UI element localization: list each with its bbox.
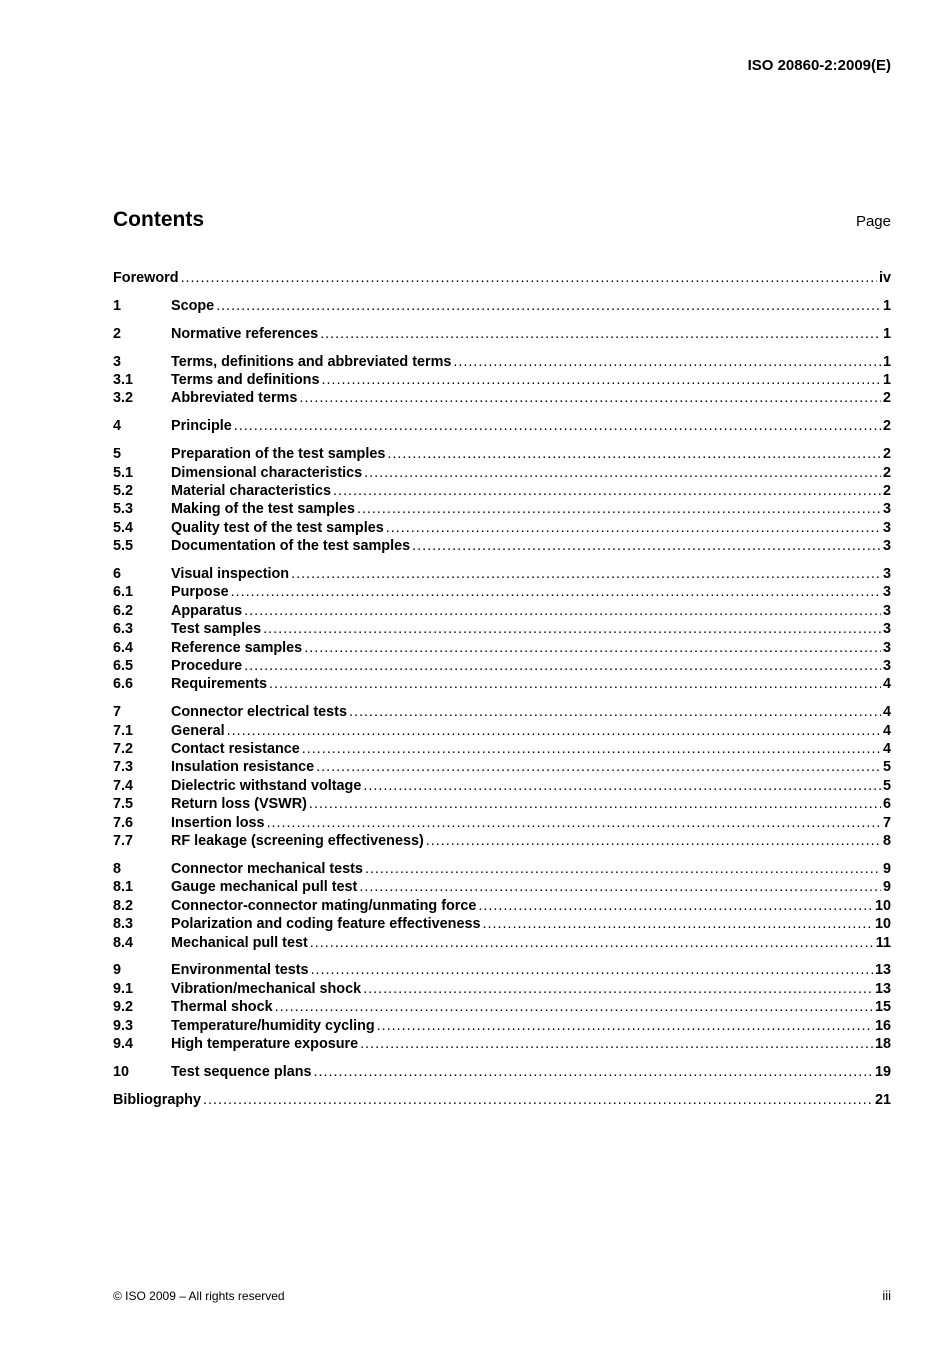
toc-entry[interactable]	[113, 372, 891, 390]
toc-entry-page: 1	[882, 325, 891, 342]
toc-entry-number: 3	[113, 353, 122, 370]
toc-dot-leader	[377, 1018, 873, 1034]
toc-entry-title: Thermal shock	[171, 999, 273, 1016]
toc-group	[113, 566, 891, 695]
toc-entry[interactable]	[113, 418, 891, 436]
toc-entry-number: 8	[113, 860, 122, 877]
toc-dot-leader	[363, 981, 873, 997]
toc-dot-leader	[426, 833, 881, 849]
toc-entry-title: Making of the test samples	[171, 501, 355, 518]
toc-entry[interactable]	[113, 999, 891, 1017]
toc-entry-title: General	[171, 722, 225, 739]
toc-dot-leader	[349, 704, 881, 720]
toc-entry[interactable]	[113, 1064, 891, 1082]
toc-entry-number: 9	[113, 962, 122, 979]
toc-dot-leader	[263, 621, 881, 637]
toc-entry-page: 5	[882, 759, 891, 776]
toc-dot-leader	[275, 999, 873, 1015]
toc-entry-number: 3.1	[113, 372, 134, 389]
toc-entry[interactable]	[113, 465, 891, 483]
toc-entry-title: Return loss (VSWR)	[171, 796, 307, 813]
toc-entry-page: 2	[882, 464, 891, 481]
toc-entry-page: 4	[882, 704, 891, 721]
toc-dot-leader	[333, 483, 881, 499]
toc-dot-leader	[453, 354, 881, 370]
toc-dot-leader	[291, 566, 881, 582]
toc-entry-number: 9.3	[113, 1017, 134, 1034]
toc-group	[113, 446, 891, 556]
toc-entry-number: 6.5	[113, 658, 134, 675]
toc-entry[interactable]	[113, 723, 891, 741]
toc-entry-page: 5	[882, 777, 891, 794]
toc-entry-number: 8.1	[113, 879, 134, 896]
toc-entry-title: Vibration/mechanical shock	[171, 980, 362, 997]
toc-entry-number: 7.3	[113, 759, 134, 776]
toc-entry-title: Scope	[171, 297, 215, 314]
toc-entry-page: 2	[882, 446, 891, 463]
toc-entry-number: 7.5	[113, 796, 134, 813]
toc-entry-title: Material characteristics	[171, 483, 331, 500]
toc-entry[interactable]	[113, 815, 891, 833]
toc-entry-page: 3	[882, 501, 891, 518]
toc-entry-number: 5.5	[113, 538, 134, 555]
toc-entry[interactable]	[113, 640, 891, 658]
toc-entry[interactable]	[113, 446, 891, 464]
toc-dot-leader	[482, 916, 873, 932]
toc-dot-leader	[244, 658, 881, 674]
toc-entry-page: 18	[874, 1035, 891, 1052]
toc-entry-page: 1	[882, 353, 891, 370]
toc-entry-page: 2	[882, 483, 891, 500]
contents-title: Contents	[113, 208, 204, 231]
toc-group	[113, 962, 891, 1054]
toc-entry-title: Dimensional characteristics	[171, 464, 363, 481]
toc-group	[113, 354, 891, 409]
toc-entry-title: Purpose	[171, 584, 229, 601]
toc-dot-leader	[478, 898, 873, 914]
toc-dot-leader	[365, 861, 881, 877]
toc-entry-page: 13	[874, 962, 891, 979]
toc-entry-title: Bibliography	[113, 1091, 201, 1108]
toc-entry-number: 9.1	[113, 980, 134, 997]
toc-entry-title: Terms, definitions and abbreviated terms	[171, 353, 452, 370]
toc-entry-title: Preparation of the test samples	[171, 446, 386, 463]
toc-entry-title: Test sequence plans	[171, 1063, 312, 1080]
toc-entry-number: 6.2	[113, 602, 134, 619]
toc-dot-leader	[314, 1064, 873, 1080]
toc-entry-title: Environmental tests	[171, 962, 309, 979]
toc-entry-page: 8	[882, 833, 891, 850]
toc-entry-title: Gauge mechanical pull test	[171, 879, 358, 896]
toc-entry-title: Temperature/humidity cycling	[171, 1017, 375, 1034]
toc-dot-leader	[203, 1092, 873, 1108]
toc-entry-page: 3	[882, 639, 891, 656]
toc-dot-leader	[302, 741, 881, 757]
toc-entry-page: 9	[882, 879, 891, 896]
toc-entry-title: Insertion loss	[171, 814, 265, 831]
toc-group	[113, 298, 891, 316]
toc-dot-leader	[216, 298, 881, 314]
toc-dot-leader	[360, 1036, 873, 1052]
toc-entry[interactable]	[113, 326, 891, 344]
toc-entry[interactable]	[113, 483, 891, 501]
toc-entry-number: 7.1	[113, 722, 134, 739]
toc-entry[interactable]	[113, 270, 891, 288]
toc-dot-leader	[267, 815, 881, 831]
toc-dot-leader	[412, 538, 881, 554]
toc-entry-page: 4	[882, 741, 891, 758]
toc-entry[interactable]	[113, 741, 891, 759]
toc-dot-leader	[320, 326, 881, 342]
toc-entry-number: 7.7	[113, 833, 134, 850]
toc-entry[interactable]	[113, 603, 891, 621]
toc-entry[interactable]	[113, 778, 891, 796]
toc-entry-number: 2	[113, 325, 122, 342]
toc-entry-title: Insulation resistance	[171, 759, 315, 776]
toc-entry-title: Visual inspection	[171, 566, 290, 583]
toc-entry[interactable]	[113, 676, 891, 694]
toc-entry-number: 5.4	[113, 519, 134, 536]
toc-group	[113, 704, 891, 851]
toc-entry[interactable]	[113, 916, 891, 934]
toc-entry-page: 2	[882, 390, 891, 407]
toc-entry-number: 6.4	[113, 639, 134, 656]
toc-entry-title: Apparatus	[171, 602, 243, 619]
toc-entry-number: 5.2	[113, 483, 134, 500]
toc-entry-page: 1	[882, 297, 891, 314]
contents-header	[113, 208, 891, 232]
toc-entry-number: 6	[113, 566, 122, 583]
toc-entry-page: 15	[874, 999, 891, 1016]
toc-entry-title: Requirements	[171, 676, 267, 693]
toc-entry-page: 3	[882, 658, 891, 675]
document-id: ISO 20860-2:2009(E)	[747, 57, 891, 74]
toc-group	[113, 1064, 891, 1082]
toc-entry-page: 21	[874, 1091, 891, 1108]
toc-dot-leader	[309, 796, 881, 812]
toc-group	[113, 418, 891, 436]
toc-entry-title: RF leakage (screening effectiveness)	[171, 833, 424, 850]
toc-entry-title: Normative references	[171, 325, 319, 342]
toc-entry[interactable]	[113, 981, 891, 999]
toc-entry[interactable]	[113, 658, 891, 676]
toc-entry-title: Reference samples	[171, 639, 303, 656]
toc-entry[interactable]	[113, 584, 891, 602]
toc-entry-title: Principle	[171, 418, 232, 435]
toc-entry[interactable]	[113, 935, 891, 953]
toc-entry-number: 6.6	[113, 676, 134, 693]
toc-entry-number: 5.3	[113, 501, 134, 518]
toc-entry-title: Contact resistance	[171, 741, 300, 758]
toc-entry-title: High temperature exposure	[171, 1035, 359, 1052]
toc-entry[interactable]	[113, 1092, 891, 1110]
toc-entry-number: 7	[113, 704, 122, 721]
toc-entry[interactable]	[113, 861, 891, 879]
toc-dot-leader	[234, 418, 881, 434]
toc-entry-number: 5.1	[113, 464, 134, 481]
toc-entry-page: 10	[874, 897, 891, 914]
toc-group	[113, 1092, 891, 1110]
toc-entry-page: iv	[878, 270, 891, 286]
toc-entry-page: 3	[882, 584, 891, 601]
toc-entry-page: 3	[882, 566, 891, 583]
toc-entry-title: Connector mechanical tests	[171, 860, 363, 877]
toc-entry[interactable]	[113, 1018, 891, 1036]
toc-dot-leader	[359, 879, 881, 895]
toc-entry[interactable]	[113, 759, 891, 777]
toc-entry-number: 7.6	[113, 814, 134, 831]
toc-entry-title: Foreword	[113, 270, 179, 286]
toc-entry-number: 1	[113, 297, 122, 314]
toc-entry[interactable]	[113, 898, 891, 916]
toc-entry[interactable]	[113, 621, 891, 639]
toc-dot-leader	[357, 501, 881, 517]
toc-entry-page: 6	[882, 796, 891, 813]
page-column-label: Page	[855, 213, 891, 230]
toc-dot-leader	[364, 465, 881, 481]
toc-entry-title: Abbreviated terms	[171, 390, 298, 407]
toc-entry[interactable]	[113, 390, 891, 408]
toc-entry-page: 11	[875, 934, 891, 951]
toc-entry-title: Terms and definitions	[171, 372, 320, 389]
toc-entry-title: Mechanical pull test	[171, 934, 308, 951]
toc-entry-page: 4	[882, 722, 891, 739]
toc-dot-leader	[321, 372, 881, 388]
toc-entry-page: 3	[882, 621, 891, 638]
toc-entry-number: 7.2	[113, 741, 134, 758]
toc-entry-number: 8.2	[113, 897, 134, 914]
toc-entry-page: 16	[874, 1017, 891, 1034]
toc-entry-title: Quality test of the test samples	[171, 519, 384, 536]
toc-entry-number: 6.1	[113, 584, 134, 601]
toc-entry-title: Connector electrical tests	[171, 704, 347, 721]
toc-group	[113, 326, 891, 344]
toc-entry-title: Procedure	[171, 658, 243, 675]
toc-entry-page: 3	[882, 519, 891, 536]
toc-dot-leader	[310, 935, 874, 951]
toc-entry-page: 4	[882, 676, 891, 693]
toc-entry-page: 19	[874, 1063, 891, 1080]
toc-entry-title: Test samples	[171, 621, 262, 638]
toc-entry-page: 2	[882, 418, 891, 435]
toc-entry-number: 6.3	[113, 621, 134, 638]
toc-entry-number: 9.4	[113, 1035, 134, 1052]
toc-dot-leader	[363, 778, 881, 794]
toc-dot-leader	[299, 390, 881, 406]
table-of-contents	[113, 270, 891, 1120]
toc-entry-page: 9	[882, 860, 891, 877]
toc-entry[interactable]	[113, 501, 891, 519]
toc-dot-leader	[387, 446, 881, 462]
toc-entry[interactable]	[113, 566, 891, 584]
toc-entry-title: Connector-connector mating/unmating force	[171, 897, 477, 914]
toc-entry-title: Polarization and coding feature effectiveness	[171, 916, 481, 933]
toc-dot-leader	[181, 270, 877, 286]
toc-dot-leader	[244, 603, 881, 619]
toc-entry-page: 3	[882, 538, 891, 555]
toc-entry-number: 9.2	[113, 999, 134, 1016]
toc-entry[interactable]	[113, 1036, 891, 1054]
toc-dot-leader	[316, 759, 881, 775]
toc-entry[interactable]	[113, 520, 891, 538]
toc-entry[interactable]	[113, 833, 891, 851]
toc-entry-number: 10	[113, 1063, 130, 1080]
toc-group	[113, 270, 891, 288]
toc-entry-page: 10	[874, 916, 891, 933]
toc-entry[interactable]	[113, 796, 891, 814]
toc-entry[interactable]	[113, 879, 891, 897]
toc-dot-leader	[269, 676, 881, 692]
toc-dot-leader	[386, 520, 881, 536]
toc-entry[interactable]	[113, 354, 891, 372]
toc-entry[interactable]	[113, 962, 891, 980]
toc-entry-number: 5	[113, 446, 122, 463]
toc-entry-title: Dielectric withstand voltage	[171, 777, 362, 794]
toc-dot-leader	[311, 962, 873, 978]
toc-dot-leader	[227, 723, 881, 739]
toc-dot-leader	[231, 584, 881, 600]
toc-entry-number: 8.4	[113, 934, 134, 951]
page-number: iii	[882, 1288, 891, 1303]
toc-entry-page: 3	[882, 602, 891, 619]
copyright-notice: © ISO 2009 – All rights reserved	[113, 1289, 285, 1303]
toc-entry-page: 1	[882, 372, 891, 389]
toc-entry[interactable]	[113, 298, 891, 316]
toc-entry-number: 3.2	[113, 390, 134, 407]
toc-entry-page: 7	[882, 814, 891, 831]
toc-entry-page: 13	[874, 980, 891, 997]
toc-entry-number: 7.4	[113, 777, 134, 794]
toc-entry-title: Documentation of the test samples	[171, 538, 411, 555]
toc-entry[interactable]	[113, 704, 891, 722]
toc-entry-number: 8.3	[113, 916, 134, 933]
toc-entry[interactable]	[113, 538, 891, 556]
toc-entry-number: 4	[113, 418, 122, 435]
toc-group	[113, 861, 891, 953]
toc-dot-leader	[304, 640, 881, 656]
